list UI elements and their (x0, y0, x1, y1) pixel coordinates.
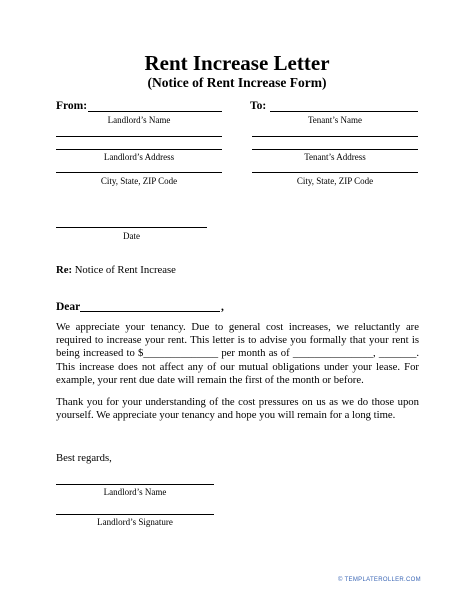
landlord-address-line-1[interactable] (56, 136, 222, 137)
to-label: To: (250, 100, 267, 112)
paragraph-rent-increase: We appreciate your tenancy. Due to general cost increases, we reluctantly are required to increase your rent. This letter is to advise you formally that your rent is being increased to $______________ per month as of _______________, _______. This increase does not affect any of our mutual obligations under your lease. For example, your rent due date will remain the first of the month or before. (56, 321, 419, 386)
tenant-name-field[interactable] (270, 111, 418, 112)
landlord-name-field[interactable] (88, 111, 222, 112)
from-label: From: (56, 100, 88, 112)
footer-watermark-text: TEMPLATEROLLER.COM (344, 577, 421, 583)
date-caption: Date (123, 231, 140, 241)
signature-name-field[interactable] (56, 484, 214, 485)
landlord-address-caption: Landlord’s Address (103, 152, 175, 162)
landlord-address-line-2[interactable] (56, 149, 222, 150)
tenant-address-line-1[interactable] (252, 136, 418, 137)
tenant-address-line-2[interactable] (252, 149, 418, 150)
tenant-city-caption: City, State, ZIP Code (296, 176, 374, 186)
landlord-city-field[interactable] (56, 172, 222, 173)
tenant-address-caption: Tenant’s Address (304, 152, 366, 162)
footer-watermark[interactable] (338, 576, 421, 584)
landlord-city-caption: City, State, ZIP Code (100, 176, 178, 186)
paragraph-thank-you: Thank you for your understanding of the cost pressures on us as we do those upon yourself. We appreciate your tenancy and hope you will remain for a long time. (56, 396, 419, 422)
signature-field[interactable] (56, 514, 214, 515)
landlord-name-caption: Landlord’s Name (107, 115, 171, 125)
date-field[interactable] (56, 227, 207, 228)
page-subtitle: (Notice of Rent Increase Form) (147, 75, 327, 90)
re-text: Notice of Rent Increase (74, 264, 176, 276)
re-line (56, 264, 176, 277)
copyright-icon: © (338, 577, 343, 583)
tenant-name-caption: Tenant’s Name (307, 115, 363, 125)
salutation-comma: , (221, 301, 224, 313)
closing-text: Best regards, (56, 452, 112, 464)
signature-caption: Landlord’s Signature (97, 517, 173, 527)
tenant-city-field[interactable] (252, 172, 418, 173)
salutation-label: Dear (56, 301, 81, 313)
re-label: Re: (56, 264, 73, 276)
tenant-salutation-field[interactable] (80, 311, 220, 312)
signature-name-caption: Landlord’s Name (103, 487, 167, 497)
page-title: Rent Increase Letter (144, 51, 330, 75)
